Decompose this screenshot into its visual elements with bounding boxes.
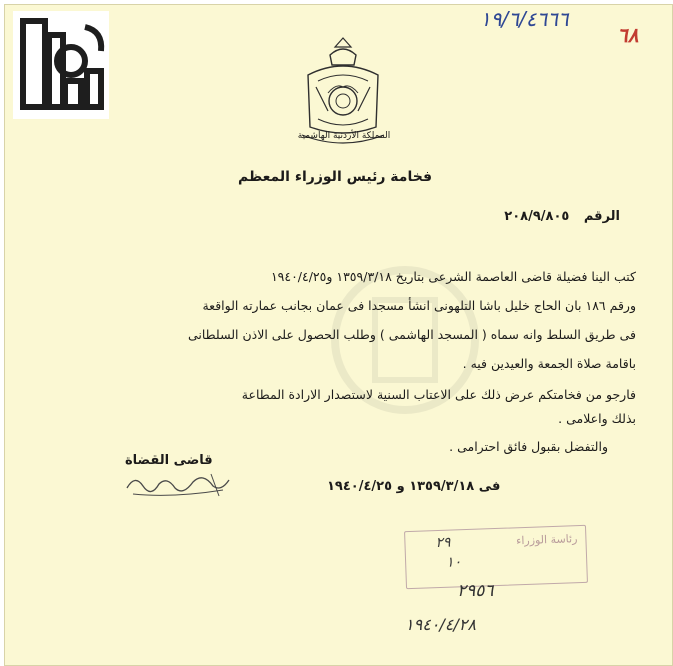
reference-number [504, 209, 620, 224]
body-line-7: والتفضل بقبول فائق احترامى . [449, 439, 608, 454]
body-line-2: ورقم ١٨٦ بان الحاج خليل باشا التلهونى انشأ مسجدا فى عمان بجانب عمارته الواقعة [202, 298, 636, 313]
stamp-number: ٢٩ [435, 534, 451, 552]
royal-crest [288, 35, 398, 155]
archive-logo [13, 11, 109, 119]
watermark-icon [325, 260, 485, 430]
addressee-heading: فخامة رئيس الوزراء المعظم [238, 169, 432, 185]
body-line-1: كتب الينا فضيلة قاضى العاصمة الشرعى بتاريخ ١٣٥٩/٣/١٨ و١٩٤٠/٤/٢٥ [270, 269, 636, 284]
stamp-sub-number: ١٠ [445, 554, 462, 571]
handwritten-number-bottom: ٢٩٥٦ [457, 581, 494, 601]
receipt-stamp [404, 525, 588, 589]
crest-caption: المملكة الأردنية الهاشمية [297, 131, 391, 141]
handwritten-date-bottom: ١٩٤٠/٤/٢٨ [405, 615, 476, 634]
signature-icon [123, 468, 233, 500]
reference-value: ٢٠٨/٩/٨٠٥ [504, 209, 570, 224]
reference-label: الرقم [583, 209, 620, 224]
body-line-5: فارجو من فخامتكم عرض ذلك على الاعتاب السنية لاستصدار الارادة المطاعة [241, 387, 636, 402]
body-line-4: باقامة صلاة الجمعة والعيدين فيه . [462, 356, 636, 371]
signatory-title: قاضى القضاة [125, 453, 213, 468]
signature [123, 468, 233, 500]
body-line-3: فى طريق السلط وانه سماه ( المسجد الهاشمى ) وطلب الحصول على الاذن السلطانى [187, 327, 636, 342]
archive-logo-icon [13, 11, 109, 119]
handwritten-date-top: ١٩/٦/٤٦٦٦ [480, 7, 569, 31]
stamp-label: رئاسة الوزراء [515, 532, 578, 548]
handwritten-page-number: ٦٨ [617, 23, 639, 47]
document-date: فى ١٣٥٩/٣/١٨ و ١٩٤٠/٤/٢٥ [327, 479, 501, 494]
document-page [4, 4, 673, 666]
body-line-6: بذلك واعلامى . [558, 411, 636, 426]
